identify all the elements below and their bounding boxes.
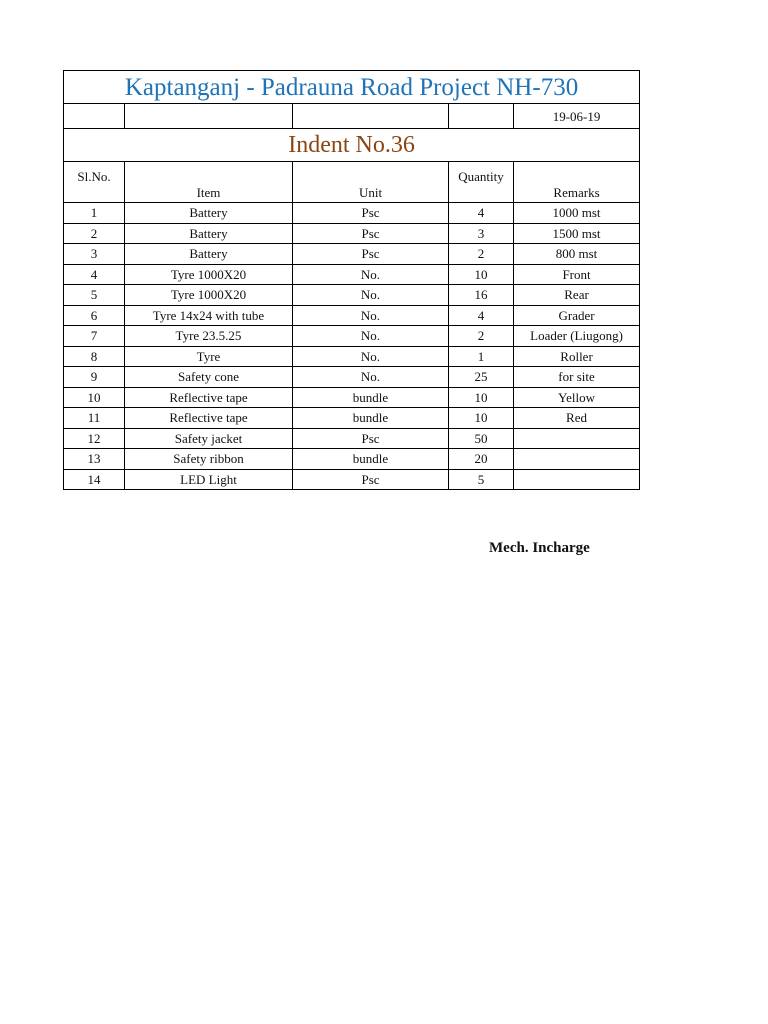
- cell-unit: No.: [293, 346, 449, 367]
- project-title: Kaptanganj - Padrauna Road Project NH-730: [64, 71, 640, 104]
- cell-remarks: [514, 449, 640, 470]
- cell-quantity: 2: [449, 244, 514, 265]
- indent-row: [64, 129, 640, 162]
- header-remarks: Remarks: [514, 162, 640, 203]
- cell-remarks: Red: [514, 408, 640, 429]
- cell-unit: No.: [293, 326, 449, 347]
- table-row: [64, 305, 640, 326]
- cell-unit: Psc: [293, 244, 449, 265]
- cell-unit: Psc: [293, 469, 449, 490]
- table-row: [64, 449, 640, 470]
- cell-sl-no: 4: [64, 264, 125, 285]
- header-quantity: Quantity: [449, 162, 514, 203]
- cell-item: Tyre 14x24 with tube: [125, 305, 293, 326]
- date-row: [64, 104, 640, 129]
- table-body: [64, 71, 640, 490]
- cell-sl-no: 3: [64, 244, 125, 265]
- empty-cell: [293, 104, 449, 129]
- cell-item: Tyre 1000X20: [125, 264, 293, 285]
- cell-sl-no: 10: [64, 387, 125, 408]
- date-value: 19-06-19: [514, 104, 640, 129]
- header-unit: Unit: [293, 162, 449, 203]
- cell-sl-no: 9: [64, 367, 125, 388]
- signature-label: Mech. Incharge: [489, 540, 590, 556]
- table-row: [64, 408, 640, 429]
- table-row: [64, 223, 640, 244]
- empty-cell: [125, 104, 293, 129]
- cell-item: Tyre 1000X20: [125, 285, 293, 306]
- cell-quantity: 1: [449, 346, 514, 367]
- cell-quantity: 4: [449, 203, 514, 224]
- cell-remarks: Roller: [514, 346, 640, 367]
- cell-unit: bundle: [293, 387, 449, 408]
- cell-quantity: 25: [449, 367, 514, 388]
- cell-sl-no: 7: [64, 326, 125, 347]
- table-row: [64, 387, 640, 408]
- table-row: [64, 428, 640, 449]
- cell-remarks: Loader (Liugong): [514, 326, 640, 347]
- cell-item: Reflective tape: [125, 387, 293, 408]
- cell-quantity: 16: [449, 285, 514, 306]
- header-item: Item: [125, 162, 293, 203]
- table-row: [64, 326, 640, 347]
- header-row: [64, 162, 640, 203]
- cell-quantity: 50: [449, 428, 514, 449]
- cell-quantity: 10: [449, 387, 514, 408]
- cell-unit: No.: [293, 305, 449, 326]
- cell-item: Tyre: [125, 346, 293, 367]
- empty-cell: [449, 104, 514, 129]
- cell-remarks: 800 mst: [514, 244, 640, 265]
- cell-unit: bundle: [293, 449, 449, 470]
- cell-quantity: 20: [449, 449, 514, 470]
- table-row: [64, 244, 640, 265]
- header-sl-no: Sl.No.: [64, 162, 125, 203]
- cell-sl-no: 13: [64, 449, 125, 470]
- table-row: [64, 264, 640, 285]
- cell-unit: No.: [293, 264, 449, 285]
- indent-table: [63, 70, 640, 490]
- cell-sl-no: 1: [64, 203, 125, 224]
- cell-sl-no: 5: [64, 285, 125, 306]
- cell-remarks: 1000 mst: [514, 203, 640, 224]
- cell-item: Battery: [125, 203, 293, 224]
- table-row: [64, 346, 640, 367]
- cell-unit: Psc: [293, 428, 449, 449]
- cell-item: LED Light: [125, 469, 293, 490]
- cell-quantity: 3: [449, 223, 514, 244]
- cell-sl-no: 2: [64, 223, 125, 244]
- cell-item: Battery: [125, 223, 293, 244]
- cell-unit: bundle: [293, 408, 449, 429]
- cell-remarks: for site: [514, 367, 640, 388]
- cell-quantity: 10: [449, 264, 514, 285]
- cell-unit: No.: [293, 367, 449, 388]
- cell-item: Battery: [125, 244, 293, 265]
- table-row: [64, 285, 640, 306]
- cell-sl-no: 6: [64, 305, 125, 326]
- table-row: [64, 203, 640, 224]
- cell-item: Safety ribbon: [125, 449, 293, 470]
- table-row: [64, 469, 640, 490]
- cell-unit: No.: [293, 285, 449, 306]
- cell-sl-no: 11: [64, 408, 125, 429]
- cell-sl-no: 12: [64, 428, 125, 449]
- title-row: [64, 71, 640, 104]
- cell-item: Tyre 23.5.25: [125, 326, 293, 347]
- cell-item: Safety cone: [125, 367, 293, 388]
- cell-remarks: Grader: [514, 305, 640, 326]
- cell-quantity: 5: [449, 469, 514, 490]
- cell-remarks: [514, 428, 640, 449]
- cell-remarks: Rear: [514, 285, 640, 306]
- indent-number: Indent No.36: [64, 129, 640, 162]
- empty-cell: [64, 104, 125, 129]
- cell-sl-no: 8: [64, 346, 125, 367]
- cell-remarks: 1500 mst: [514, 223, 640, 244]
- cell-item: Safety jacket: [125, 428, 293, 449]
- cell-quantity: 4: [449, 305, 514, 326]
- cell-remarks: [514, 469, 640, 490]
- cell-quantity: 10: [449, 408, 514, 429]
- cell-quantity: 2: [449, 326, 514, 347]
- cell-unit: Psc: [293, 203, 449, 224]
- cell-item: Reflective tape: [125, 408, 293, 429]
- cell-sl-no: 14: [64, 469, 125, 490]
- table-row: [64, 367, 640, 388]
- cell-remarks: Front: [514, 264, 640, 285]
- cell-remarks: Yellow: [514, 387, 640, 408]
- cell-unit: Psc: [293, 223, 449, 244]
